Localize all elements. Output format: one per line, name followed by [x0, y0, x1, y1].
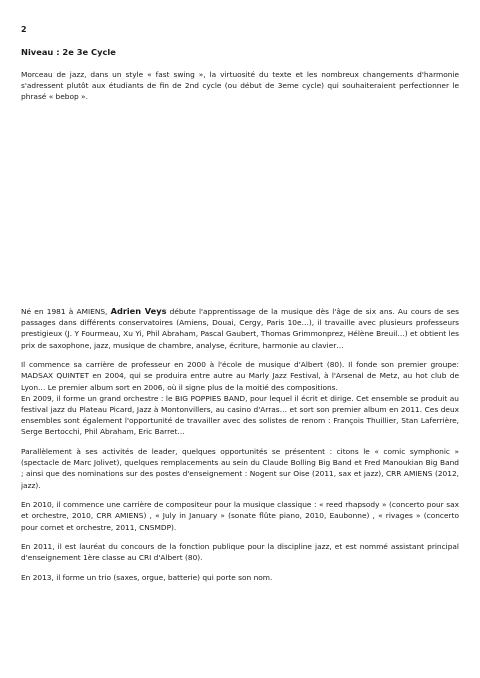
intro-paragraph: Morceau de jazz, dans un style « fast swing », la virtuosité du texte et les nombreux changements d'harmonie s'adressent plutôt aux étudiants de fin de 2nd cycle (ou début de 3eme cycle) qui souhaiteraient perfectionner le phrasé « bebop ». [21, 70, 459, 102]
page-number: 2 [21, 25, 27, 34]
bio-paragraph-3: En 2009, il forme un grand orchestre : le BIG POPPIES BAND, pour lequel il écrit et dirige. Cet ensemble se produit au festival jazz du Plateau Picard, Jazz à Montonvillers, au casino d'Arras… et sort son premier album en 2011. Ces deux ensembles sont également l'opportunité de travailler avec des solistes de renom : François Thuillier, Stan Laferrière, Serge Bertocchi, Phil Abraham, Eric Barret… [21, 393, 459, 437]
bio-paragraph-5: En 2010, il commence une carrière de compositeur pour la musique classique : « reed rhapsody » (concerto pour sax et orchestre, 2010, CRR AMIENS) , « July in January » (sonate flûte piano, 2010, Eaubonne) , « rivages » (concerto pour cornet et orchestre, 2011, CNSMDP). [21, 500, 459, 532]
artist-name: Adrien Veys [110, 306, 167, 316]
bio-paragraph-7: En 2013, il forme un trio (saxes, orgue, batterie) qui porte son nom. [21, 573, 273, 583]
level-heading: Niveau : 2e 3e Cycle [21, 47, 116, 57]
bio-p1-before: Né en 1981 à AMIENS, [21, 307, 111, 316]
bio-paragraph-4: Parallèlement à ses activités de leader, quelques opportunités se présentent : citons le « comic symphonic » (spectacle de Marc Jolivet), quelques remplacements au sein du Claude Bolling Big Band et Fred Manoukian Big Band ; ainsi que des nominations sur des postes d'enseignement : Nogent sur Oise (2011, sax et jazz), CRR AMIENS (2012, jazz). [21, 447, 459, 490]
bio-paragraph-6: En 2011, il est lauréat du concours de la fonction publique pour la discipline jazz, et est nommé assistant principal d'enseignement 1ère classe au CRI d'Albert (80). [21, 542, 459, 563]
biography [21, 306, 459, 592]
bio-paragraph-2: Il commence sa carrière de professeur en 2000 à l'école de musique d'Albert (80). Il fonde son premier groupe: MADSAX QUINTET en 2004, qui se produira entre autre au Marly Jazz Festival, à l'Arsenal de Metz, au hot club de Lyon… Le premier album sort en 2006, où il signe plus de la moitié des compositions. [21, 360, 459, 392]
bio-paragraph-1 [21, 306, 459, 351]
bio-p1-after: débute l'apprentissage de la musique dès l'âge de six ans. Au cours de ses passages dans différents conservatoires (Amiens, Douai, Cergy, Paris 10e…), il travaille avec plusieurs professeurs prestigieux (J. Y Fourmeau, Xu Yi, Phil Abraham, Pascal Gaubert, Thomas Grimmonprez, Hélène Breuil…) et obtient les prix de saxophone, jazz, musique de chambre, analyse, écriture, harmonie au clavier… [21, 307, 459, 350]
